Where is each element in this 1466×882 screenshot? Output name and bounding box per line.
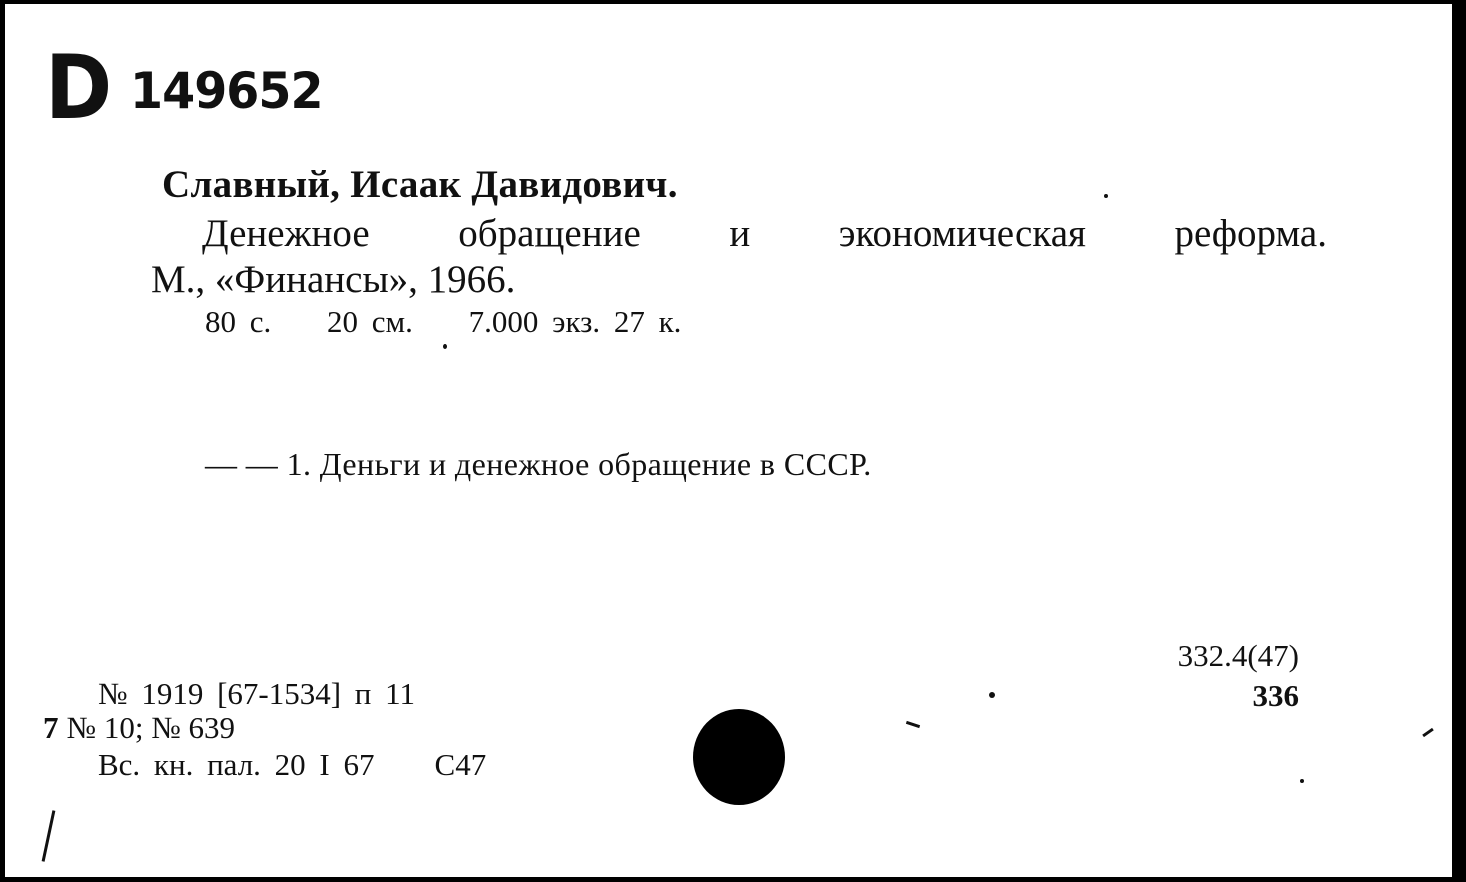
call-letter: D (45, 36, 113, 139)
title-word: реформа. (1174, 212, 1327, 255)
author-heading: Славный, Исаак Давидович. (162, 163, 678, 206)
chamber-date: Вс. кн. пал. 20 I 67 (98, 747, 375, 782)
ink-dash (1422, 728, 1434, 737)
accession-prefix: 7 (43, 710, 59, 745)
title-word: обращение (458, 212, 641, 255)
subject-heading: — — 1. Деньги и денежное обращение в СССР. (205, 446, 872, 482)
accession-numbers: № 10; № 639 (66, 710, 236, 745)
title-word: и (729, 212, 751, 255)
chamber-code: С47 (434, 747, 487, 782)
ink-dot (989, 692, 995, 698)
publication-info: М., «Финансы», 1966. (151, 258, 516, 301)
call-number: 149652 (130, 62, 323, 120)
title-word: Денежное (202, 212, 370, 255)
accession-line-2 (43, 710, 235, 746)
ink-dot (443, 344, 447, 349)
print-run-price: 7.000 экз. 27 к. (468, 304, 682, 339)
punch-hole (693, 709, 785, 805)
ink-dash (906, 721, 920, 728)
accession-line-3 (98, 747, 486, 783)
accession-line-1: № 1919 [67-1534] п 11 (98, 676, 415, 711)
page-count: 80 с. (205, 304, 272, 339)
title-word: экономическая (838, 212, 1086, 255)
pencil-slash (42, 810, 56, 861)
book-title (202, 211, 1327, 256)
author-mark: 336 (1252, 678, 1299, 713)
classification-code: 332.4(47) (1177, 638, 1299, 673)
book-size: 20 см. (327, 304, 413, 339)
ink-dot (1104, 194, 1108, 198)
physical-description (205, 304, 681, 340)
ink-dot (1300, 779, 1304, 783)
